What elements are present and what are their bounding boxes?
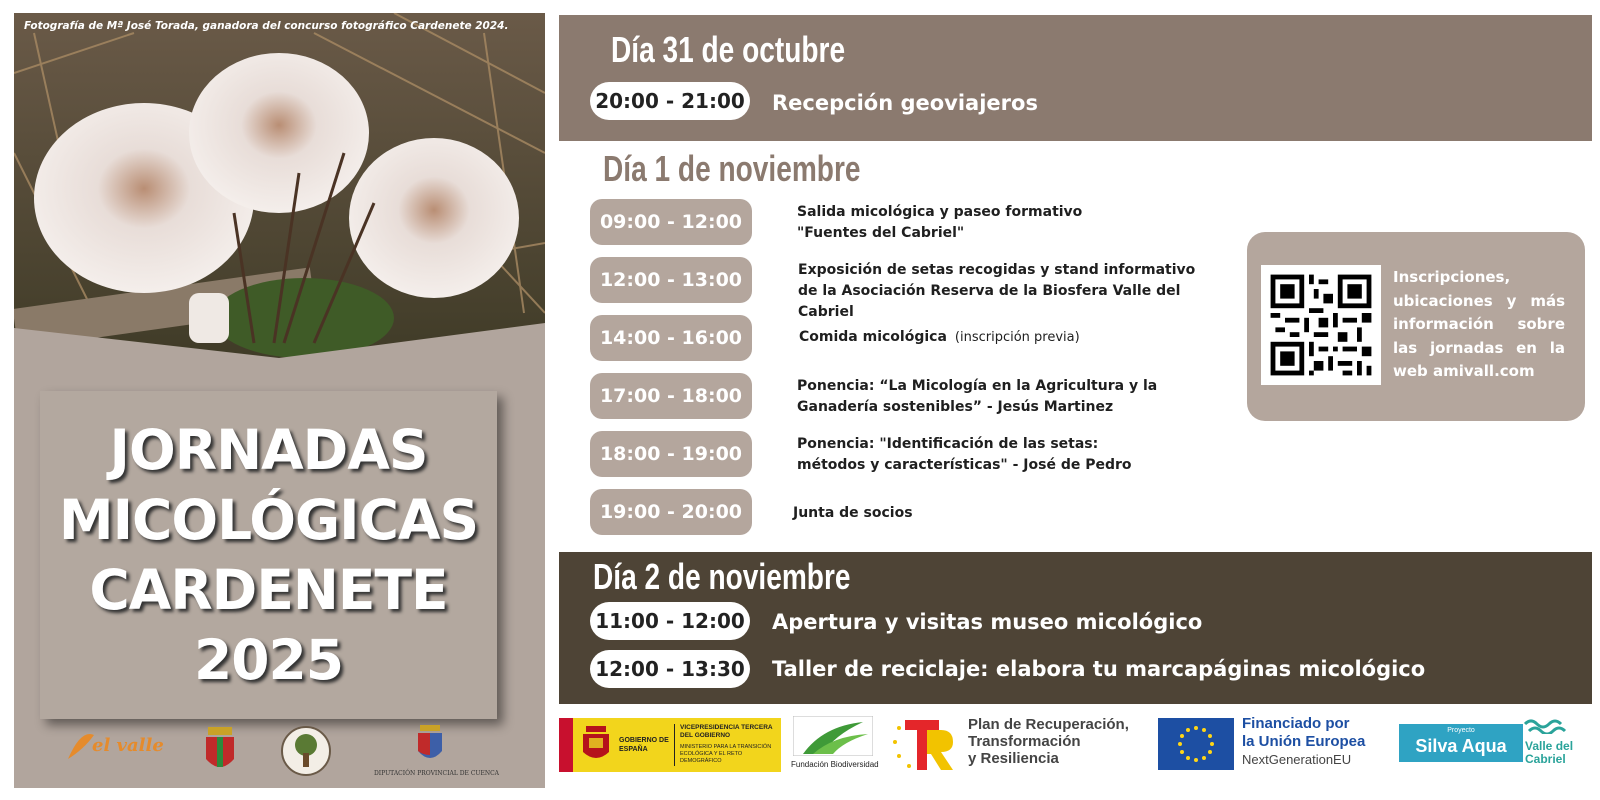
eu-line: NextGenerationEU — [1242, 752, 1352, 767]
diputacion-crest-icon — [417, 725, 443, 765]
coat-of-arms-icon — [204, 727, 236, 775]
silva-aqua-logo — [1399, 724, 1523, 762]
eu-flag-icon — [1158, 718, 1234, 770]
plan-recuperacion-icon — [891, 716, 955, 774]
activity-note: (inscripción previa) — [954, 330, 1080, 345]
sponsor-strip — [559, 712, 1592, 792]
poster-logo-strip — [14, 725, 545, 788]
time-pill: 12:00 - 13:00 — [590, 257, 752, 303]
plan-line: y Resiliencia — [968, 750, 1059, 767]
grass-icon — [793, 716, 873, 756]
gobierno-label: GOBIERNO DE ESPAÑA — [619, 737, 669, 753]
activity-label: Comida micológica — [799, 329, 947, 345]
ministerio-label: VICEPRESIDENCIA TERCERA DEL GOBIERNO — [680, 724, 773, 739]
activity-text: Ponencia: “La Micología en la Agricultura y la Ganadería sostenibles” - Jesús Martinez — [797, 378, 1158, 415]
qr-code-icon[interactable] — [1261, 265, 1381, 385]
time-pill: 12:00 - 13:30 — [590, 650, 750, 688]
activity-text: Salida micológica y paseo formativo "Fuentes del Cabriel" — [797, 204, 1083, 241]
valle-line: Cabriel — [1525, 752, 1566, 766]
poster-title-line: MICOLÓGICAS — [58, 488, 479, 552]
fundacion-biodiversidad-logo — [791, 716, 879, 774]
el-valle-logo — [66, 729, 164, 769]
eu-line: la Unión Europea — [1242, 733, 1366, 750]
info-box — [1247, 232, 1585, 421]
info-text: Inscripciones, ubicaciones y más información sobre las jornadas en la web amivall.com — [1393, 268, 1565, 380]
eu-line: Financiado por — [1242, 715, 1350, 732]
poster-title-line: 2025 — [193, 628, 344, 692]
activity-text: Apertura y visitas museo micológico — [772, 610, 1203, 634]
event-poster — [14, 13, 545, 788]
activity-text: Junta de socios — [793, 505, 913, 521]
silva-proyecto-label: Proyecto — [1447, 727, 1475, 734]
plan-line: Plan de Recuperación, — [968, 716, 1129, 733]
photo-credit: Fotografía de Mª José Torada, ganadora del concurso fotográfico Cardenete 2024. — [24, 20, 509, 32]
time-pill: 09:00 - 12:00 — [590, 199, 752, 245]
activity-text: Recepción geoviajeros — [772, 91, 1038, 115]
time-pill: 11:00 - 12:00 — [590, 602, 750, 640]
time-pill: 17:00 - 18:00 — [590, 373, 752, 419]
day-2-november-band — [559, 552, 1592, 704]
poster-title-line: CARDENETE — [89, 558, 448, 622]
gobierno-espana-logo — [559, 718, 781, 772]
day-title: Día 1 de noviembre — [603, 148, 861, 189]
spain-crest-icon — [581, 726, 611, 764]
day-title: Día 2 de noviembre — [593, 556, 851, 597]
silva-aqua-label: Silva Aqua — [1415, 736, 1507, 756]
time-pill: 14:00 - 16:00 — [590, 315, 752, 361]
activity-text: Exposición de setas recogidas y stand informativo de la Asociación Reserva de la Biosfera Valle del Cabriel — [798, 262, 1196, 320]
activity-text — [799, 327, 1179, 348]
mushroom-photo — [14, 13, 545, 373]
plan-label — [968, 716, 1129, 767]
el-valle-logo-text: el valle — [92, 735, 164, 756]
eu-label — [1242, 715, 1365, 769]
activity-text: Taller de reciclaje: elabora tu marcapáginas micológico — [772, 657, 1426, 681]
day-31-october-band — [559, 15, 1592, 141]
plan-line: Transformación — [968, 733, 1081, 750]
waves-icon — [1523, 718, 1567, 734]
diputacion-label: DIPUTACIÓN PROVINCIAL DE CUENCA — [374, 770, 500, 777]
tree-seal-icon — [280, 725, 332, 777]
valle-cabriel-label — [1525, 740, 1573, 766]
poster-title-box — [40, 391, 497, 719]
valle-line: Valle del — [1525, 739, 1574, 753]
time-pill: 19:00 - 20:00 — [590, 489, 752, 535]
ministerio-sub-label: MINISTERIO PARA LA TRANSICIÓN ECOLÓGICA Y EL RETO DEMOGRÁFICO — [680, 744, 772, 764]
time-pill: 18:00 - 19:00 — [590, 431, 752, 477]
day-title: Día 31 de octubre — [611, 29, 846, 70]
activity-text: Ponencia: "Identificación de las setas: métodos y características" - José de Pedro — [797, 436, 1132, 473]
time-pill: 20:00 - 21:00 — [590, 82, 750, 120]
poster-title-line: JORNADAS — [109, 418, 428, 482]
fundacion-label: Fundación Biodiversidad — [791, 760, 879, 769]
